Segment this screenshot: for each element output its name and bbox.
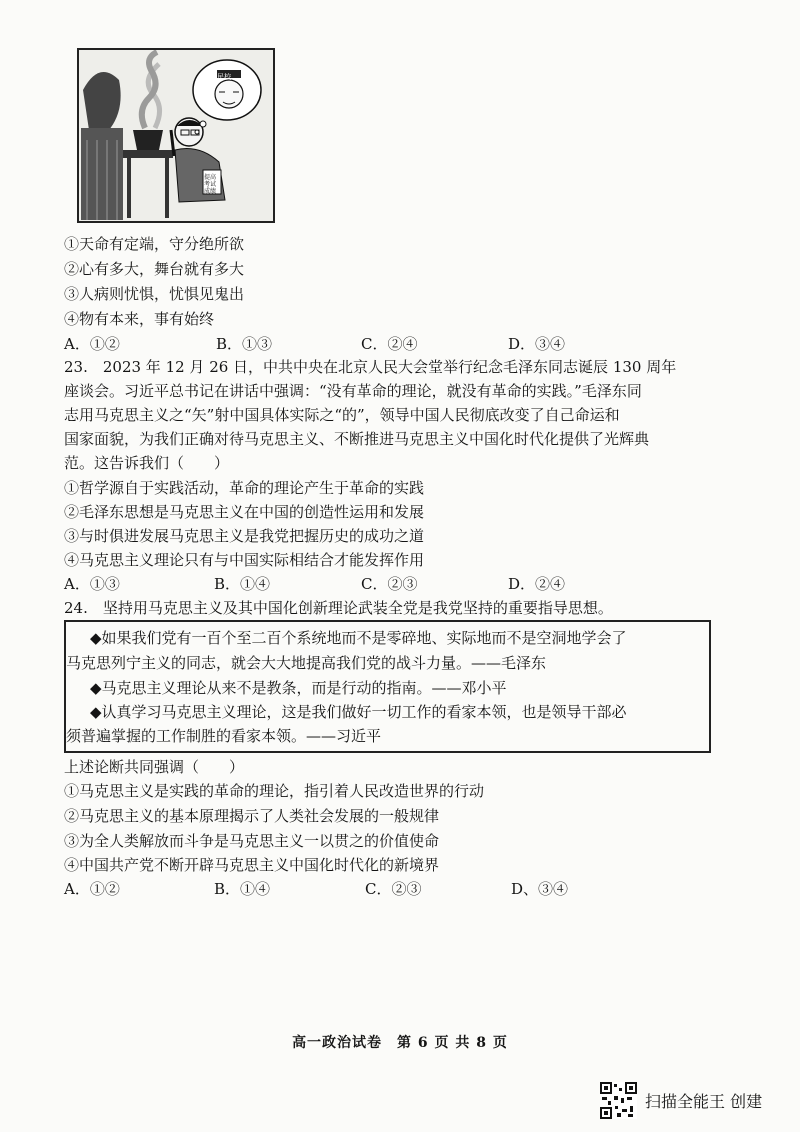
q23-choice-d: D．②④ — [508, 575, 566, 593]
q22-choice-a: A．①② — [64, 335, 120, 353]
cartoon-sign: 民校 — [217, 73, 231, 81]
q22-option-4: ④物有本来，事有始终 — [64, 310, 215, 328]
q22-choice-c: C．②④ — [361, 335, 418, 353]
q23-stem-line-3: 志用马克思主义之“矢”射中国具体实际之“的”，领导中国人民彻底改变了自己命运和 — [64, 406, 620, 424]
q24-choice-a: A．①② — [64, 880, 120, 898]
q22-choice-d: D．③④ — [508, 335, 566, 353]
q24-choice-d: D、③④ — [511, 880, 569, 898]
quote-line-2: 马克思列宁主义的同志，就会大大地提高我们党的战斗力量。——毛泽东 — [66, 654, 547, 672]
page-footer: 高一政治试卷 第 6 页 共 8 页 — [292, 1035, 508, 1051]
scanner-brand-text: 扫描全能王 创建 — [645, 1092, 763, 1111]
q23-option-4: ④马克思主义理论只有与中国实际相结合才能发挥作用 — [64, 551, 425, 569]
q24-option-4: ④中国共产党不断开辟马克思主义中国化时代化的新境界 — [64, 856, 440, 874]
q23-option-1: ①哲学源自于实践活动，革命的理论产生于革命的实践 — [64, 479, 425, 497]
q23-option-2: ②毛泽东思想是马克思主义在中国的创造性运用和发展 — [64, 503, 425, 521]
q23-choice-b: B．①④ — [214, 575, 271, 593]
q23-choice-a: A．①③ — [64, 575, 120, 593]
quote-line-3: ◆马克思主义理论从来不是教条，而是行动的指南。——邓小平 — [90, 679, 507, 697]
q24-option-2: ②马克思主义的基本原理揭示了人类社会发展的一般规律 — [64, 807, 440, 825]
q22-option-3: ③人病则忧惧，忧惧见鬼出 — [64, 285, 245, 303]
q24-choice-c: C．②③ — [365, 880, 422, 898]
quote-line-1: ◆如果我们党有一百个至二百个系统地而不是零碎地、实际地而不是空洞地学会了 — [90, 629, 627, 647]
q23-stem-line-2: 座谈会。习近平总书记在讲话中强调：“没有革命的理论，就没有革命的实践。”毛泽东同 — [64, 382, 642, 400]
q22-option-1: ①天命有定端，守分绝所欲 — [64, 235, 245, 253]
q24-option-3: ③为全人类解放而斗争是马克思主义一以贯之的价值使命 — [64, 832, 440, 850]
cartoon-drawing — [79, 50, 273, 221]
quote-line-5: 须普遍掌握的工作制胜的看家本领。——习近平 — [66, 727, 382, 745]
q24-option-1: ①马克思主义是实践的革命的理论，指引着人民改造世界的行动 — [64, 782, 485, 800]
q22-choice-b: B．①③ — [216, 335, 273, 353]
cartoon-illustration — [77, 48, 275, 223]
quote-line-4: ◆认真学习马克思主义理论，这是我们做好一切工作的看家本领，也是领导干部必 — [90, 703, 627, 721]
q23-option-3: ③与时俱进发展马克思主义是我党把握历史的成功之道 — [64, 527, 425, 545]
qr-code-icon — [600, 1082, 637, 1119]
q22-option-2: ②心有多大，舞台就有多大 — [64, 260, 245, 278]
q23-stem-line-5: 范。这告诉我们（ ） — [64, 454, 230, 472]
q23-choice-c: C．②③ — [361, 575, 418, 593]
q24-choice-b: B．①④ — [214, 880, 271, 898]
q23-stem-line-1: 23. 2023 年 12 月 26 日，中共中央在北京人民大会堂举行纪念毛泽东同志诞辰 130 周年 — [64, 358, 677, 376]
q24-stem: 24. 坚持用马克思主义及其中国化创新理论武装全党是我党坚持的重要指导思想。 — [64, 599, 613, 617]
cartoon-label: 提高考试成绩 — [204, 174, 217, 195]
q24-prompt: 上述论断共同强调（ ） — [64, 758, 245, 776]
q23-stem-line-4: 国家面貌，为我们正确对待马克思主义、不断推进马克思主义中国化时代化提供了光辉典 — [64, 430, 650, 448]
